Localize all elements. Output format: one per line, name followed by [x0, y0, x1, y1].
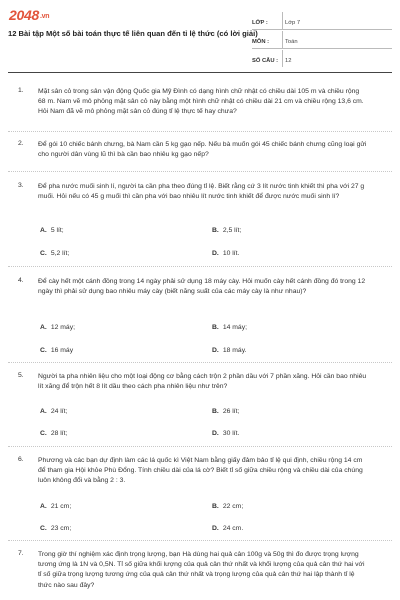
option-key: C.: [40, 347, 47, 354]
option-key: B.: [212, 324, 219, 331]
option-text: 26 lít;: [222, 408, 240, 415]
option-key: C.: [40, 430, 47, 437]
option-text: 16 máy: [50, 347, 74, 354]
option-a[interactable]: [40, 408, 67, 415]
question-text: Để gói 10 chiếc bánh chưng, bà Nam cần 5 kg gạo nếp. Nếu bà muốn gói 45 chiếc bánh chưng cũng loại gửi cho người dân vùng lũ thì bà cần bao nhiêu kg gạo nếp?: [38, 141, 367, 159]
option-text: 5 lít;: [50, 227, 64, 234]
meta-table: [252, 11, 392, 67]
question-number: 7.: [18, 550, 24, 557]
option-key: B.: [212, 227, 219, 234]
option-d[interactable]: [212, 250, 239, 257]
question-number: 6.: [18, 456, 24, 463]
option-key: A.: [40, 503, 47, 510]
option-text: 5,2 lít;: [50, 250, 70, 257]
option-key: D.: [212, 250, 219, 257]
option-a[interactable]: [40, 503, 71, 510]
question-text: Trong giờ thí nghiệm xác định trọng lượng, bạn Hà dùng hai quả cân 100g và 50g thì đo được trọng lượng tương ứng là 1N và 0,5N. Tỉ số giữa khối lượng của quả cân thứ nhất và khối lượng của quả cân thứ hai với tỉ số giữa trọng lượng tương ứng của quả cân thứ nhất và trọng lượng của quả cân thứ hai lập thành tỉ lệ thức nào sau đây?: [38, 551, 365, 589]
option-c[interactable]: [40, 347, 73, 354]
meta-row-subject: [252, 30, 392, 49]
option-b[interactable]: [212, 408, 239, 415]
option-d[interactable]: [212, 525, 243, 532]
question-divider: [8, 266, 392, 267]
question-number: 1.: [18, 87, 24, 94]
option-a[interactable]: [40, 324, 75, 331]
question-text: Mặt sân cỏ trong sân vận động Quốc gia Mỹ Đình có dạng hình chữ nhật có chiều dài 105 m và chiều rộng 68 m. Nam vẽ mô phỏng mặt sân cỏ này bằng một hình chữ nhật có chiều dài 21 cm và chiều rộng 13,6 cm. Hỏi Nam đã vẽ mô phỏng mặt sân cỏ đúng tỉ lệ thực tế hay chưa?: [38, 88, 364, 116]
option-key: C.: [40, 525, 47, 532]
meta-row-class: [252, 11, 392, 30]
option-c[interactable]: [40, 250, 69, 257]
logo-domain: .vn: [39, 13, 50, 20]
option-text: 2,5 lít;: [222, 227, 242, 234]
option-key: B.: [212, 503, 219, 510]
option-c[interactable]: [40, 525, 71, 532]
option-key: B.: [212, 408, 219, 415]
option-key: A.: [40, 227, 47, 234]
option-b[interactable]: [212, 324, 247, 331]
worksheet-title: 12 Bài tập Một số bài toán thực tế liên quan đến tỉ lệ thức (có lời giải): [8, 29, 258, 38]
option-text: 10 lít.: [222, 250, 240, 257]
option-a[interactable]: [40, 227, 64, 234]
option-text: 28 lít;: [50, 430, 68, 437]
option-key: D.: [212, 347, 219, 354]
option-text: 21 cm;: [50, 503, 72, 510]
header-divider: [8, 72, 392, 73]
option-text: 18 máy.: [222, 347, 247, 354]
question-number: 2.: [18, 140, 24, 147]
option-text: 23 cm;: [50, 525, 72, 532]
option-text: 24 cm.: [222, 525, 244, 532]
option-text: 30 lít.: [222, 430, 240, 437]
question-number: 3.: [18, 182, 24, 189]
meta-value-class: Lớp 7: [282, 12, 392, 29]
meta-value-count: 12: [282, 50, 392, 67]
meta-value-subject: Toán: [282, 31, 392, 48]
page-header: [0, 0, 400, 70]
question-number: 4.: [18, 277, 24, 284]
option-text: 14 máy;: [222, 324, 247, 331]
option-key: D.: [212, 525, 219, 532]
question-divider: [8, 131, 392, 132]
option-key: A.: [40, 408, 47, 415]
option-text: 24 lít;: [50, 408, 68, 415]
question-text: Để pha nước muối sinh lí, người ta cần pha theo đúng tỉ lệ. Biết rằng cứ 3 lít nước tinh khiết thì pha với 27 g muối. Hỏi nếu có 45 g muối thì cần pha với bao nhiêu lít nước tinh khiết để được nước muối sinh lí?: [38, 183, 365, 201]
meta-label-class: LỚP :: [252, 20, 268, 26]
question-text: Người ta pha nhiên liệu cho một loại động cơ bằng cách trộn 2 phần dầu với 7 phần xăng. Hỏi cần bao nhiêu lít xăng để trộn hết 8 lít dầu theo cách pha nhiên liệu như trên?: [38, 373, 367, 391]
site-logo[interactable]: [9, 7, 49, 23]
option-b[interactable]: [212, 503, 243, 510]
option-b[interactable]: [212, 227, 241, 234]
question-divider: [8, 446, 392, 447]
option-text: 12 máy;: [50, 324, 75, 331]
option-text: 22 cm;: [222, 503, 244, 510]
option-key: D.: [212, 430, 219, 437]
option-key: A.: [40, 324, 47, 331]
question-divider: [8, 362, 392, 363]
option-d[interactable]: [212, 430, 239, 437]
meta-label-subject: MÔN :: [252, 39, 270, 45]
question-text: Phương và các bạn dự định làm các lá quốc kì Việt Nam bằng giấy đảm bảo tỉ lệ qui định, chiều rộng 14 cm để tham gia Hội khỏe Phù Đổng. Tính chiều dài của lá cờ? Biết tỉ số giữa chiều rộng và chiều dài của chúng luôn không đổi và bằng 2 : 3.: [38, 457, 363, 485]
option-c[interactable]: [40, 430, 67, 437]
logo-number: 2048: [9, 7, 39, 23]
option-key: C.: [40, 250, 47, 257]
meta-row-count: [252, 49, 392, 67]
question-text: Để cày hết một cánh đồng trong 14 ngày phải sử dụng 18 máy cày. Hỏi muốn cày hết cánh đồng đó trong 12 ngày thì phải sử dụng bao nhiêu máy cày (biết năng suất của các máy cày là như nhau)?: [38, 278, 366, 296]
question-number: 5.: [18, 372, 24, 379]
question-divider: [8, 171, 392, 172]
question-divider: [8, 540, 392, 541]
meta-label-count: SỐ CÂU :: [252, 58, 279, 64]
option-d[interactable]: [212, 347, 247, 354]
